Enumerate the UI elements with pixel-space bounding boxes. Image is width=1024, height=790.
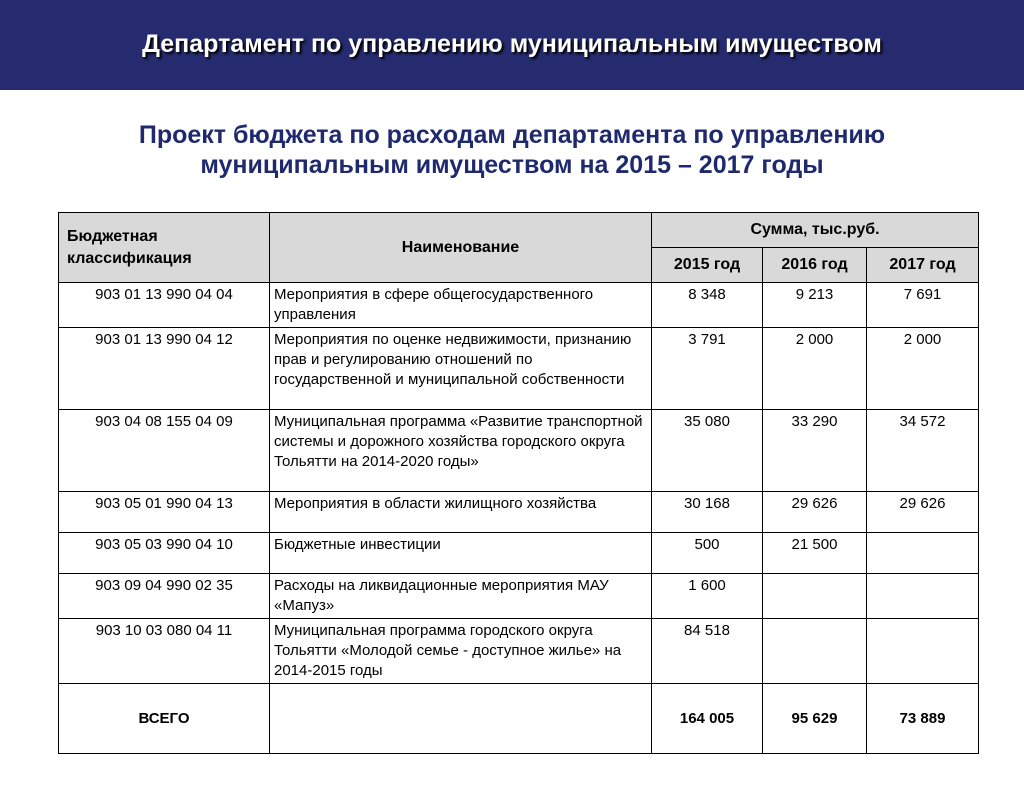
page-title: Департамент по управлению муниципальным имуществом (142, 30, 882, 58)
header-year-2015: 2015 год (652, 248, 763, 283)
row-code: 903 01 13 990 04 12 (59, 328, 270, 410)
table-row (59, 283, 979, 328)
row-value-2016: 2 000 (763, 328, 867, 410)
row-value-2016: 29 626 (763, 492, 867, 533)
row-name: Муниципальная программа городского округа Тольятти «Молодой семье - доступное жилье» на 2014-2015 годы (270, 619, 652, 684)
total-value-2015: 164 005 (652, 684, 763, 754)
row-value-2015: 1 600 (652, 574, 763, 619)
row-value-2016: 33 290 (763, 410, 867, 492)
row-value-2017 (867, 619, 979, 684)
total-name-empty (270, 684, 652, 754)
row-value-2015: 35 080 (652, 410, 763, 492)
row-value-2016 (763, 619, 867, 684)
row-value-2017: 34 572 (867, 410, 979, 492)
row-value-2017: 29 626 (867, 492, 979, 533)
table-row (59, 574, 979, 619)
header-name: Наименование (270, 213, 652, 283)
row-value-2017: 2 000 (867, 328, 979, 410)
row-value-2017 (867, 533, 979, 574)
row-code: 903 05 01 990 04 13 (59, 492, 270, 533)
row-name: Расходы на ликвидационные мероприятия МАУ «Мапуз» (270, 574, 652, 619)
total-value-2016: 95 629 (763, 684, 867, 754)
document-subtitle (40, 120, 984, 180)
total-label: ВСЕГО (59, 684, 270, 754)
row-value-2016 (763, 574, 867, 619)
header-budget-classification: Бюджетная классификация (59, 213, 270, 283)
header-banner (0, 0, 1024, 90)
row-name: Муниципальная программа «Развитие транспортной системы и дорожного хозяйства городского округа Тольятти на 2014-2020 годы» (270, 410, 652, 492)
row-value-2015: 500 (652, 533, 763, 574)
table-row (59, 492, 979, 533)
row-code: 903 09 04 990 02 35 (59, 574, 270, 619)
total-row (59, 684, 979, 754)
total-value-2017: 73 889 (867, 684, 979, 754)
subtitle-line-1: Проект бюджета по расходам департамента по управлению (138, 121, 886, 149)
header-sum: Сумма, тыс.руб. (652, 213, 979, 248)
row-value-2016: 9 213 (763, 283, 867, 328)
row-code: 903 01 13 990 04 04 (59, 283, 270, 328)
row-value-2015: 84 518 (652, 619, 763, 684)
table-row (59, 533, 979, 574)
row-name: Мероприятия в области жилищного хозяйства (270, 492, 652, 533)
header-year-2017: 2017 год (867, 248, 979, 283)
row-value-2016: 21 500 (763, 533, 867, 574)
row-value-2015: 8 348 (652, 283, 763, 328)
row-value-2015: 30 168 (652, 492, 763, 533)
subtitle-line-2: муниципальным имуществом на 2015 – 2017 годы (200, 151, 824, 179)
row-code: 903 04 08 155 04 09 (59, 410, 270, 492)
table-row (59, 328, 979, 410)
row-value-2015: 3 791 (652, 328, 763, 410)
table-row (59, 619, 979, 684)
row-value-2017 (867, 574, 979, 619)
table-row (59, 410, 979, 492)
row-name: Бюджетные инвестиции (270, 533, 652, 574)
row-name: Мероприятия по оценке недвижимости, признанию прав и регулированию отношений по государственной и муниципальной собственности (270, 328, 652, 410)
budget-table (58, 212, 979, 754)
row-name: Мероприятия в сфере общегосударственного управления (270, 283, 652, 328)
row-value-2017: 7 691 (867, 283, 979, 328)
row-code: 903 10 03 080 04 11 (59, 619, 270, 684)
header-year-2016: 2016 год (763, 248, 867, 283)
row-code: 903 05 03 990 04 10 (59, 533, 270, 574)
